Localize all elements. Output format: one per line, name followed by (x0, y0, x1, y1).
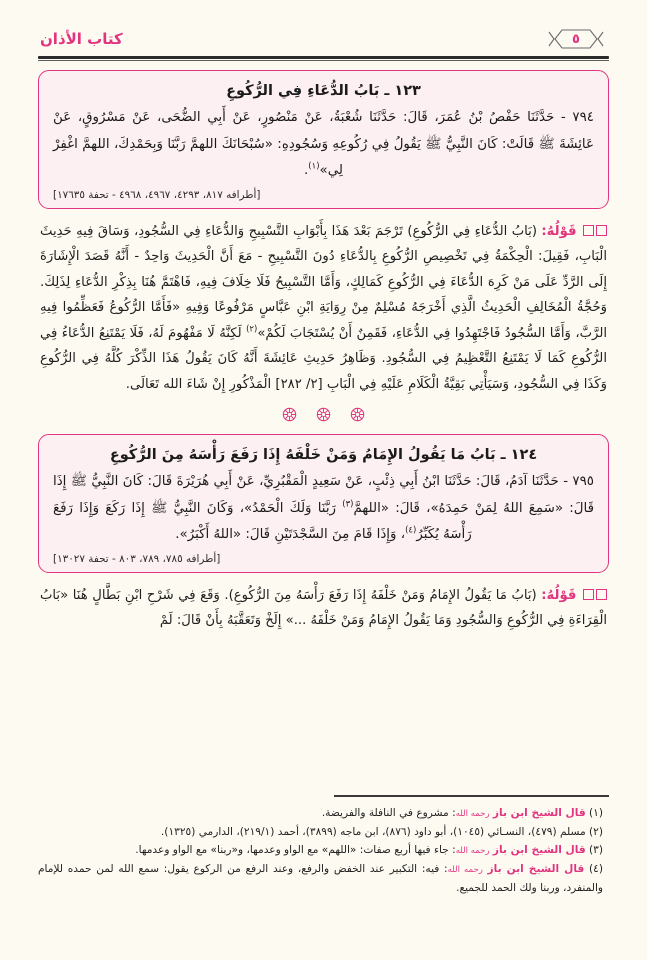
footnote-separator (334, 795, 609, 796)
takhrij-794: [أطرافه ٨١٧، ٤٢٩٣، ٤٩٦٧، ٤٩٦٨ - تحفة ١٧٦٣٥] (53, 188, 261, 201)
hadith-794-body: ٧٩٤ - حَدَّثَنَا حَفْصُ بْنُ عُمَرَ، قَالَ: حَدَّثَنَا شُعْبَةُ، عَنْ مَنْصُورٍ، عَنْ أَبِي الضُّحَى، عَنْ مَسْرُوقٍ، عَنْ عَائِشَةَ ﷺ قَالَتْ: كَانَ النَّبِيُّ ﷺ يَقُولُ فِي رُكُوعِهِ وَسُجُودِهِ: «سُبْحَانَكَ اللهمَّ رَبَّنَا وَبِحَمْدِكَ، اللهمَّ اغْفِرْ لِي» (53, 110, 594, 178)
hadith-795-body-b: رَبَّنَا وَلَكَ الْحَمْدُ»، وَكَانَ النَّبِيُّ ﷺ إِذَا رَكَعَ وَإِذَا رَفَعَ رَأْسَهُ يُكَبِّرُ (53, 500, 472, 542)
commentary-marker-icon (596, 589, 607, 600)
footnote-item (38, 804, 609, 823)
page-number-text: ٥ (572, 31, 580, 47)
rosette-divider (38, 405, 609, 423)
commentary-marker-icon (583, 225, 594, 236)
hadith-box-795 (38, 434, 609, 573)
header-rule (38, 56, 609, 59)
commentary-text-part2: لَكِنَّهُ لَا مَفْهُومَ لَهُ، فَلَا يَمْتَنِعُ الدُّعَاءُ فِي الرُّكُوعِ كَمَا لَا يَمْتَنِعُ التَّعْظِيمُ فِي السُّجُودِ. وَظَاهِرُ حَدِيثِ عَائِشَةَ أَنَّهُ كَانَ يَقُولُ هَذَا الذِّكْرَ كُلَّهُ فِي الرُّكُوعِ وَكَذَا فِي السُّجُودِ، وَسَيَأْتِي بَقِيَّةُ الْكَلَامِ عَلَيْهِ فِي الْبَابِ [٢/ ٢٨٢] الْمَذْكُورِ إِنْ شَاءَ الله تَعَالَى. (40, 325, 607, 392)
hadith-795-body-a: ٧٩٥ - حَدَّثَنَا آدَمُ، قَالَ: حَدَّثَنَا ابْنُ أَبِي ذِئْبٍ، عَنْ سَعِيدٍ الْمَقْبُرِيِّ، عَنْ أَبِي هُرَيْرَةَ قَالَ: كَانَ النَّبِيُّ ﷺ إِذَا قَالَ: «سَمِعَ اللهُ لِمَنْ حَمِدَهُ»، قَالَ: «اللهمَّ (53, 474, 594, 516)
chapter-title-123: ١٢٣ ـ بَابُ الدُّعَاءِ فِي الرُّكُوعِ (226, 83, 421, 99)
hadith-795-footnote-ref-3: (٣) (342, 499, 354, 510)
commentary-marker-icon (583, 589, 594, 600)
hadith-box-794 (38, 70, 609, 209)
rahimahullah-icon: رحمه الله (455, 846, 490, 857)
page-number-badge (547, 25, 605, 53)
page-header (38, 24, 609, 54)
commentary-text-part1: (بَابُ الدُّعَاءِ فِي الرُّكُوعِ) تَرْجَمَ بَعْدَ هَذَا بِأَبْوَابِ التَّسْبِيحِ وَالدُّعَاءِ فِي السُّجُودِ، وَسَاقَ فِيهِ حَدِيثَ الْبَابِ، فَقِيلَ: الْحِكْمَةُ فِي تَخْصِيصِ الرُّكُوعِ بِالدُّعَاءِ دُونَ التَّسْبِيحِ - مَعَ أَنَّ الْحَدِيثَ وَاحِدٌ - أَنَّهُ قَصَدَ الْإِشَارَةَ إِلَى الرَّدِّ عَلَى مَنْ كَرِهَ الدُّعَاءَ فِي الرُّكُوعِ كَمَالِكٍ، وَأَمَّا التَّسْبِيحُ فَلَا خِلَافَ فِيهِ، فَاهْتَمَّ هُنَا بِذِكْرِ الدُّعَاءِ لِذَلِكَ. وَحُجَّةُ الْمُخَالِفِ الْحَدِيثُ الَّذِي أَخْرَجَهُ مُسْلِمٌ مِنْ رِوَايَةِ ابْنِ عَبَّاسٍ مَرْفُوعًا وَفِيهِ «فَأَمَّا الرُّكُوعُ فَعَظِّمُوا فِيهِ الرَّبَّ، وَأَمَّا السُّجُودُ فَاجْتَهِدُوا فِي الدُّعَاءِ، فَقَمِنٌ أَنْ يُسْتَجَابَ لَكُمْ» (40, 223, 607, 341)
footnote-item (38, 841, 609, 860)
hadith-text-794: ٧٩٤ - حَدَّثَنَا حَفْصُ بْنُ عُمَرَ، قَالَ: حَدَّثَنَا شُعْبَةُ، عَنْ مَنْصُورٍ، عَنْ أَبِي الضُّحَى، عَنْ مَسْرُوقٍ، عَنْ عَائِشَةَ ﷺ قَالَتْ: كَانَ النَّبِيُّ ﷺ يَقُولُ فِي رُكُوعِهِ وَسُجُودِهِ: «سُبْحَانَكَ اللهمَّ رَبَّنَا وَبِحَمْدِكَ، اللهمَّ اغْفِرْ لِي»$^{(١)}$. (53, 110, 594, 178)
chapter-title-124: ١٢٤ ـ بَابُ مَا يَقُولُ الإِمَامُ وَمَنْ خَلْفَهُ إِذَا رَفَعَ رَأْسَهُ مِنَ الرُّكُوعِ (109, 447, 538, 464)
rosette-icon (282, 407, 297, 422)
footnote-index: (٤) (589, 863, 603, 876)
commentary-123 (38, 219, 609, 397)
rahimahullah-icon: رحمه الله (447, 865, 483, 876)
footnotes-block (38, 795, 609, 960)
rosette-icon (316, 407, 331, 422)
footnote-index: (٢) (589, 825, 603, 838)
commentary-lead-word: قَوْلُهُ: (541, 223, 577, 239)
rosette-icon (350, 407, 365, 422)
hadith-795-body-c: ، وَإِذَا قَامَ مِنَ السَّجْدَتَيْنِ قَالَ: «اللهُ أَكْبَرُ». (175, 526, 406, 542)
footnote-text: : جاء فيها أربع صفات: «اللهم» مع الواو وعدمها، و«ربنا» مع الواو وعدمها. (135, 844, 456, 857)
rahimahullah-icon: رحمه الله (455, 808, 490, 819)
commentary-lead-word: قَوْلُهُ: (541, 587, 577, 603)
commentary-marker-icon (596, 225, 607, 236)
hadith-794-footnote-ref: (١) (308, 161, 320, 172)
hadith-text-795 (53, 469, 594, 547)
footnote-index: (٣) (589, 844, 603, 857)
footnote-index: (١) (589, 806, 603, 819)
takhrij-795: [أطرافه ٧٨٥، ٧٨٩، ٨٠٣ - تحفة ١٣٠٢٧] (53, 552, 221, 565)
header-rule-thin (38, 60, 609, 61)
footnote-text: : فيه: التكبير عند الخفض والرفع، وعند الرفع من الركوع يقول: سمع الله لمن حمده للإمام والمنفرد، وربنا ولك الحمد للجميع. (38, 863, 603, 895)
footnote-shaykh-name: قال الشيخ ابن باز (492, 806, 586, 819)
footnote-shaykh-name: قال الشيخ ابن باز (492, 844, 586, 857)
footnote-item (38, 860, 609, 898)
hadith-795-footnote-ref-4: (٤) (405, 525, 417, 536)
commentary-inline-footnote-ref: (٢) (246, 324, 258, 335)
footnote-text: مسلم (٤٧٩)، النسـائي (١٠٤٥)، أبو داود (٨٧٦)، ابن ماجه (٣٨٩٩)، أحمد (٢١٩/١)، الدارمي (١٣٢٥). (160, 825, 586, 838)
footnote-text: : مشروع في النافلة والفريضة. (321, 806, 456, 819)
commentary-text-part1: (بَابُ مَا يَقُولُ الإِمَامُ وَمَنْ خَلْفَهُ إِذَا رَفَعَ رَأْسَهُ مِنَ الرُّكُوعِ). وَقَعَ فِي شَرْحِ ابْنِ بَطَّالٍ هُنَا «بَابُ الْقِرَاءَةِ فِي الرُّكُوعِ وَالسُّجُودِ وَمَا يَقُولُ الإِمَامُ وَمَنْ خَلْفَهُ ...» إِلَخْ وَتَعَقَّبَهُ بِأَنْ قَالَ: لَمْ (40, 587, 607, 629)
book-title: كتاب الأذان (40, 30, 123, 48)
footnote-item (38, 823, 609, 842)
footnote-shaykh-name: قال الشيخ ابن باز (487, 863, 585, 876)
commentary-124 (38, 583, 609, 634)
